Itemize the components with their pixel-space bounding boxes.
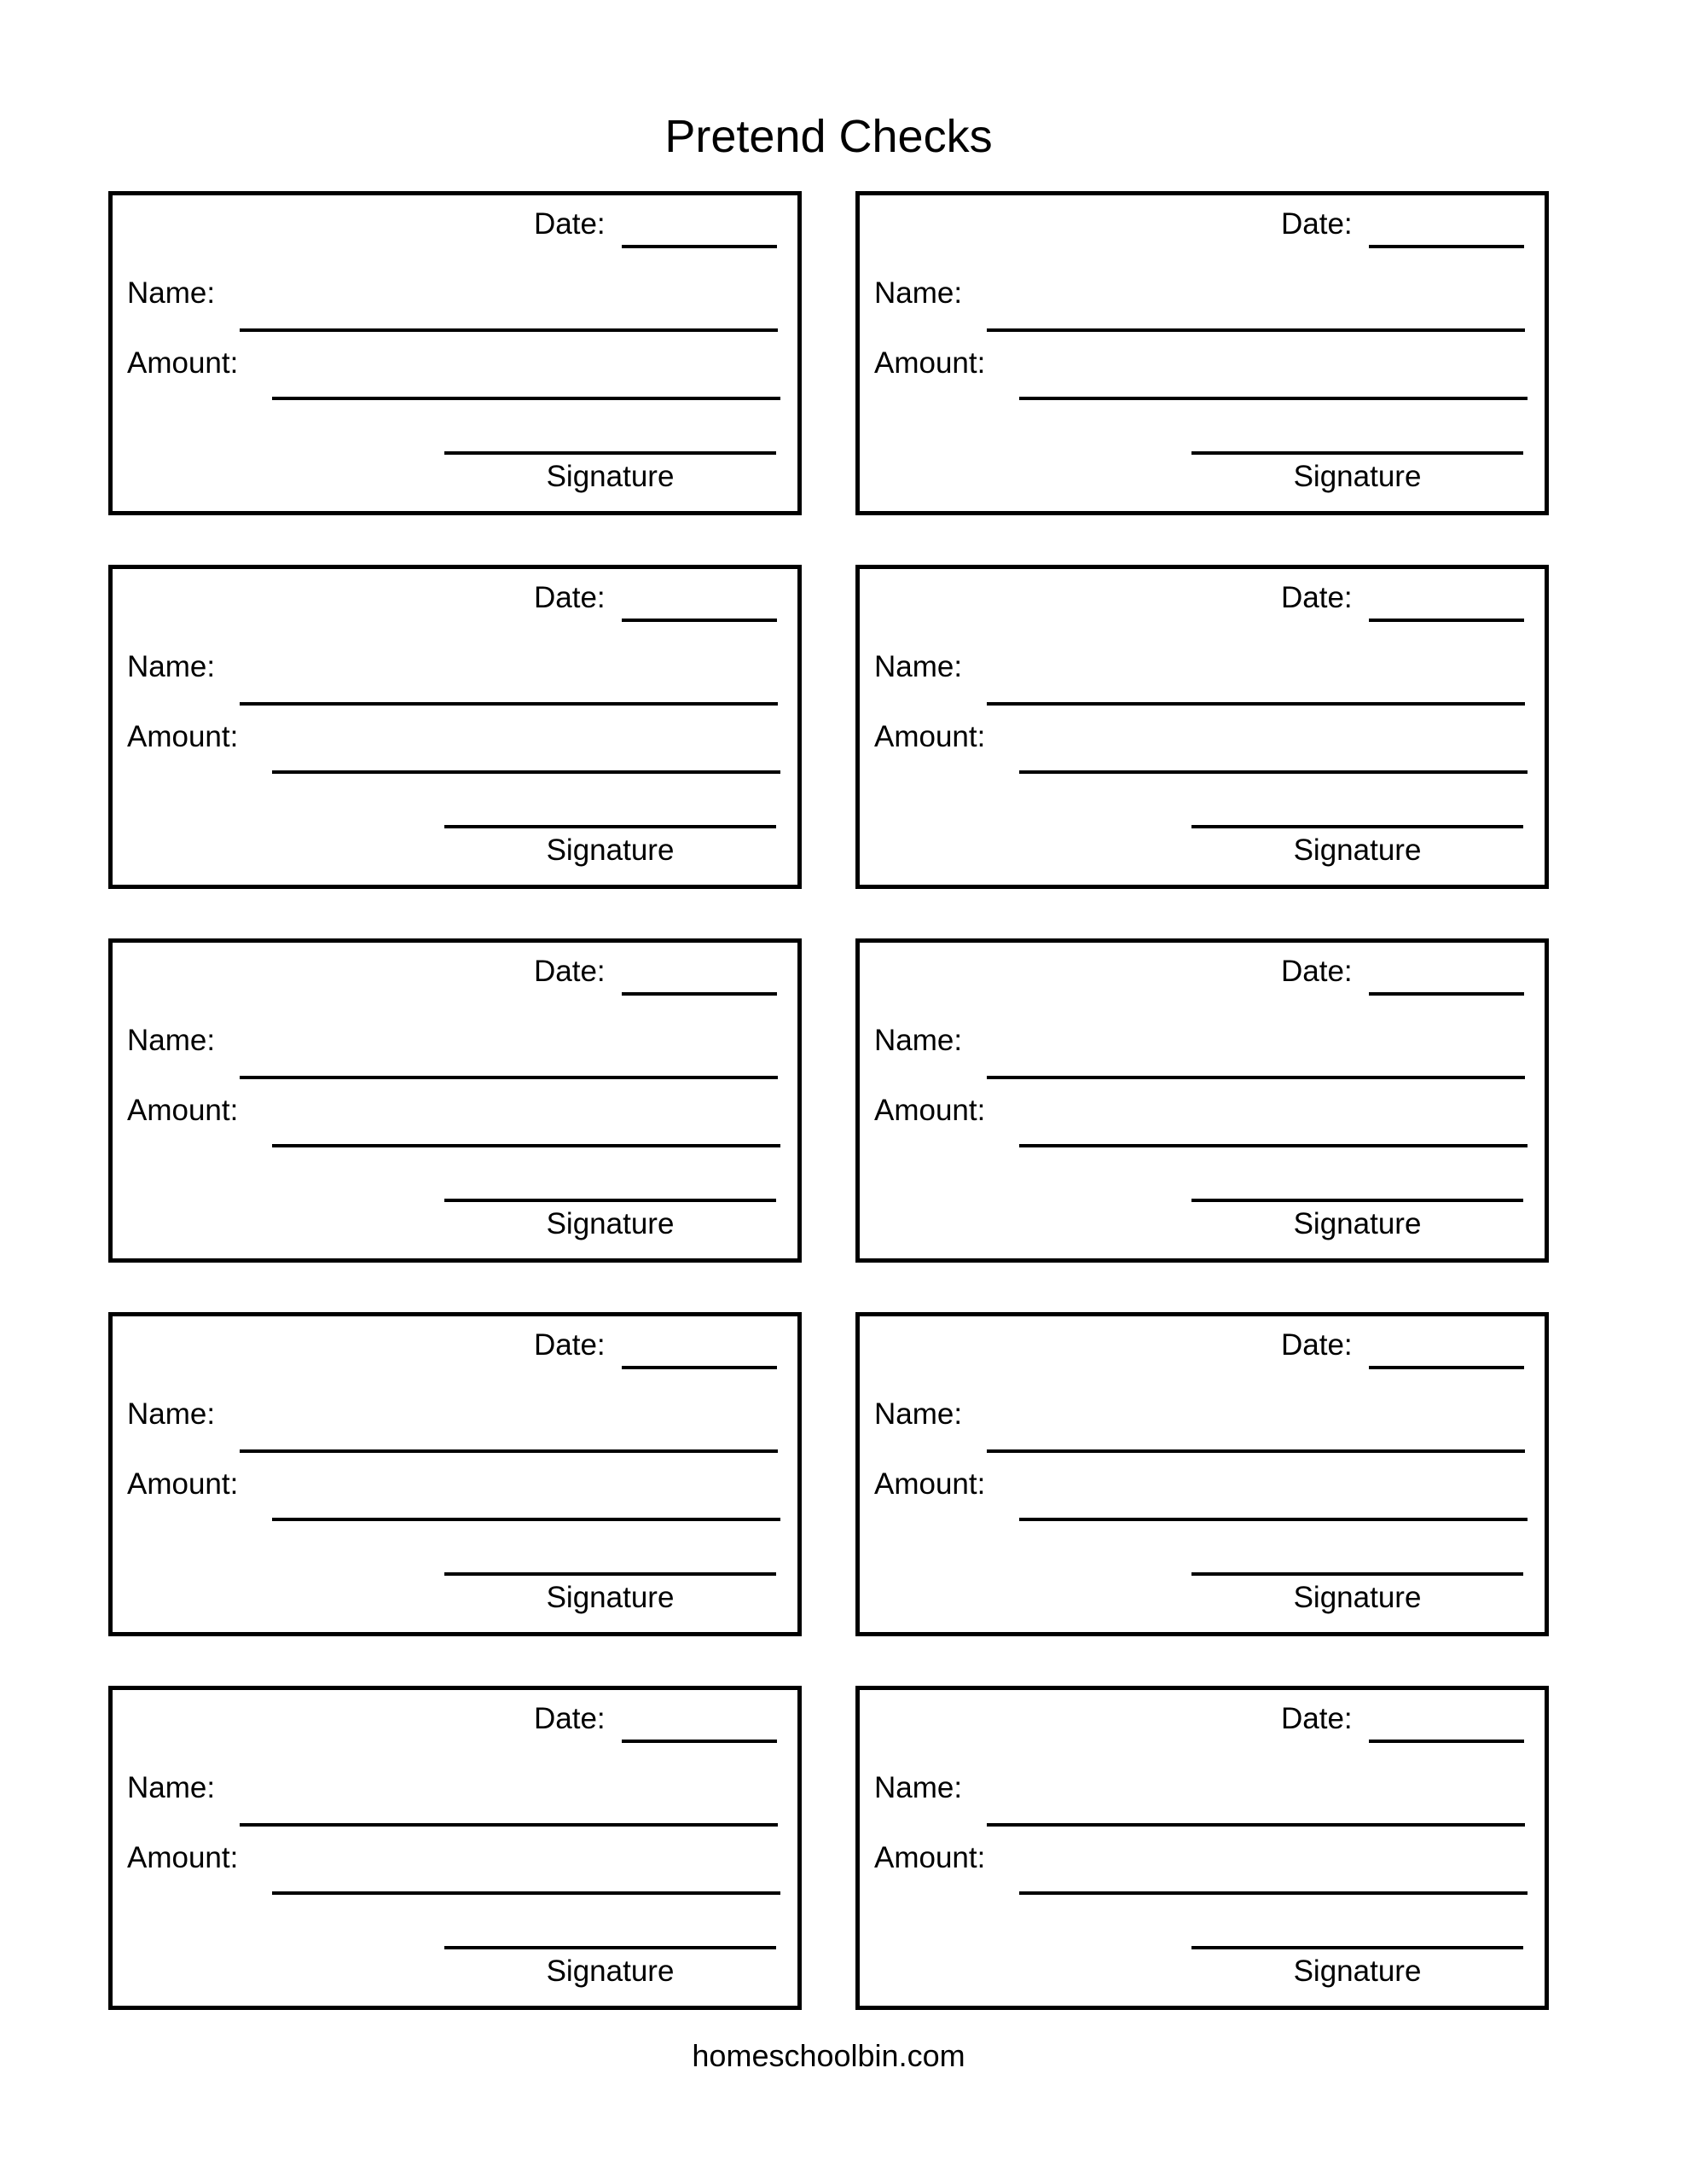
amount-blank-line [1019, 1144, 1528, 1147]
signature-label: Signature [546, 1207, 675, 1240]
check-card [855, 938, 1549, 1263]
name-label: Name: [127, 650, 216, 683]
date-blank-line [1369, 992, 1524, 996]
date-label: Date: [1281, 955, 1353, 988]
name-blank-line [987, 1076, 1525, 1079]
amount-blank-line [1019, 1518, 1528, 1521]
date-label: Date: [1281, 1702, 1353, 1735]
signature-blank-line [444, 1199, 776, 1202]
date-label: Date: [1281, 1328, 1353, 1362]
name-blank-line [987, 328, 1525, 332]
check-card [108, 938, 802, 1263]
amount-blank-line [1019, 770, 1528, 774]
name-label: Name: [874, 276, 963, 310]
amount-label: Amount: [127, 346, 239, 380]
name-blank-line [240, 328, 778, 332]
date-blank-line [1369, 1366, 1524, 1369]
signature-label: Signature [1293, 1955, 1422, 1988]
amount-label: Amount: [127, 1841, 239, 1874]
check-card [855, 565, 1549, 889]
amount-label: Amount: [127, 1094, 239, 1127]
name-blank-line [240, 702, 778, 706]
amount-label: Amount: [874, 1841, 986, 1874]
signature-blank-line [1191, 1199, 1523, 1202]
date-label: Date: [534, 1702, 606, 1735]
date-label: Date: [534, 207, 606, 241]
name-blank-line [987, 702, 1525, 706]
date-blank-line [1369, 1740, 1524, 1743]
signature-label: Signature [1293, 1207, 1422, 1240]
signature-label: Signature [546, 460, 675, 493]
date-label: Date: [534, 581, 606, 614]
name-label: Name: [127, 276, 216, 310]
amount-label: Amount: [127, 720, 239, 753]
signature-label: Signature [1293, 834, 1422, 867]
amount-blank-line [272, 1144, 780, 1147]
amount-label: Amount: [874, 346, 986, 380]
amount-blank-line [1019, 397, 1528, 400]
footer-url: homeschoolbin.com [692, 2038, 965, 2073]
signature-label: Signature [546, 1581, 675, 1614]
name-label: Name: [874, 650, 963, 683]
amount-blank-line [272, 1891, 780, 1895]
date-blank-line [622, 1740, 777, 1743]
name-blank-line [240, 1823, 778, 1827]
checks-grid [108, 191, 1549, 2010]
date-label: Date: [534, 1328, 606, 1362]
amount-label: Amount: [874, 1467, 986, 1501]
amount-blank-line [272, 397, 780, 400]
signature-label: Signature [546, 834, 675, 867]
name-blank-line [987, 1823, 1525, 1827]
name-label: Name: [127, 1397, 216, 1431]
check-card [108, 191, 802, 515]
date-label: Date: [1281, 207, 1353, 241]
signature-blank-line [444, 451, 776, 455]
signature-label: Signature [546, 1955, 675, 1988]
name-label: Name: [874, 1024, 963, 1057]
date-label: Date: [1281, 581, 1353, 614]
date-label: Date: [534, 955, 606, 988]
amount-label: Amount: [874, 1094, 986, 1127]
signature-blank-line [1191, 825, 1523, 828]
name-label: Name: [874, 1771, 963, 1804]
amount-blank-line [272, 770, 780, 774]
date-blank-line [1369, 619, 1524, 622]
name-blank-line [240, 1449, 778, 1453]
signature-blank-line [1191, 1946, 1523, 1949]
check-card [855, 191, 1549, 515]
signature-label: Signature [1293, 460, 1422, 493]
signature-blank-line [1191, 451, 1523, 455]
name-label: Name: [127, 1771, 216, 1804]
check-card [108, 1312, 802, 1636]
date-blank-line [1369, 245, 1524, 248]
name-label: Name: [874, 1397, 963, 1431]
date-blank-line [622, 245, 777, 248]
check-card [108, 565, 802, 889]
date-blank-line [622, 619, 777, 622]
signature-blank-line [1191, 1572, 1523, 1576]
name-blank-line [240, 1076, 778, 1079]
date-blank-line [622, 992, 777, 996]
name-label: Name: [127, 1024, 216, 1057]
check-card [855, 1312, 1549, 1636]
signature-blank-line [444, 1946, 776, 1949]
name-blank-line [987, 1449, 1525, 1453]
date-blank-line [622, 1366, 777, 1369]
signature-label: Signature [1293, 1581, 1422, 1614]
page-title: Pretend Checks [664, 111, 993, 162]
signature-blank-line [444, 825, 776, 828]
check-card [108, 1686, 802, 2010]
amount-label: Amount: [874, 720, 986, 753]
signature-blank-line [444, 1572, 776, 1576]
check-card [855, 1686, 1549, 2010]
amount-label: Amount: [127, 1467, 239, 1501]
amount-blank-line [1019, 1891, 1528, 1895]
amount-blank-line [272, 1518, 780, 1521]
